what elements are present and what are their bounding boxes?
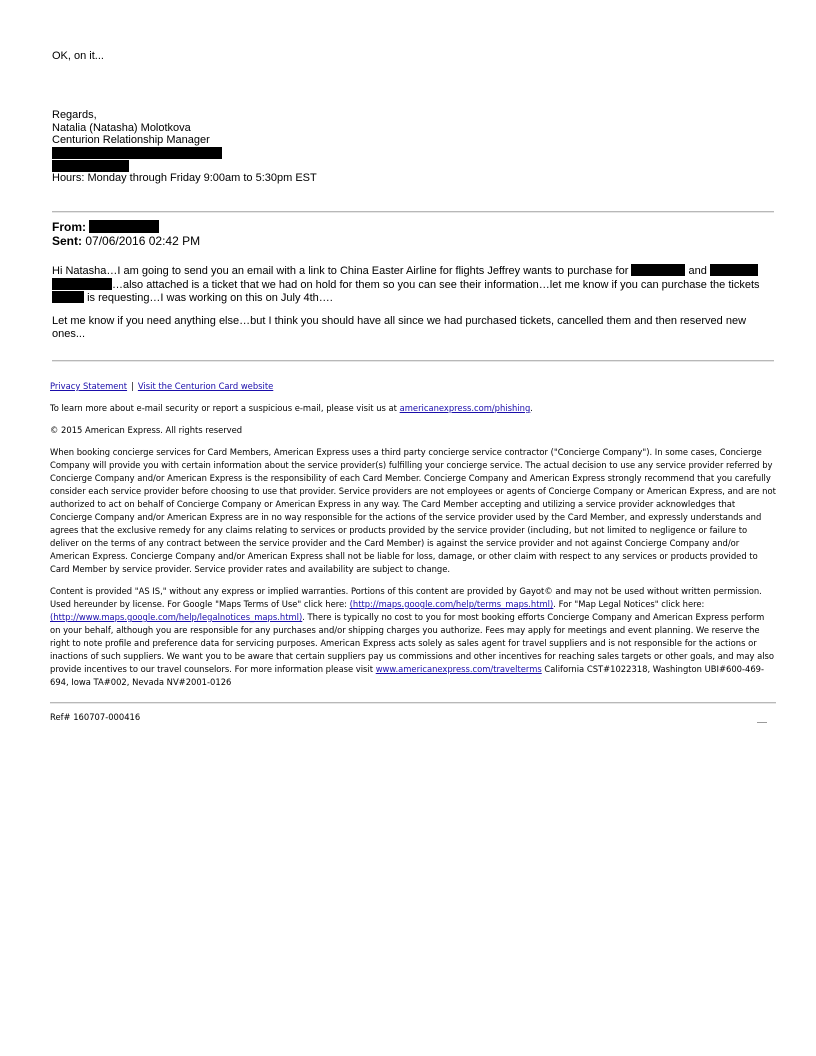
body-text-1b: …also attached is a ticket that we had on hold for them so you can see their information…let me know if you can purchase the tickets bbox=[112, 278, 760, 291]
page-mark bbox=[757, 722, 767, 723]
sender-name: Natalia (Natasha) Molotkova bbox=[52, 121, 191, 134]
regards-line: Regards, bbox=[52, 109, 97, 121]
from-label: From: bbox=[52, 220, 86, 234]
security-notice: To learn more about e-mail security or report a suspicious e-mail, please visit us at americanexpress.com/phishing. bbox=[50, 403, 533, 413]
concierge-disclaimer: When booking concierge services for Card Members, American Express uses a third party concierge service contractor ("Concierge Company"). In some cases, Concierge Company will provide you with certain information about the service provider(s) fulfilling your concierge service. The actual decision to use any service provider referred by Concierge Company and/or American Express is the responsibility of each Card Member. Concierge Company and American Express strongly recommend that you carefully consider each service provider before choosing to use that provider. Service providers are not employees or agents of Concierge Company or American Express, and are not authorized to act on behalf of Concierge Company or American Express in any way. The Card Member accepting and utilizing a service provider acknowledges that Concierge Company and/or American Express are in no way responsible for the actions of the service provider used by the Card Member, and expressly understands and agrees that the exclusive remedy for any claims relating to services or products provided by the service provider (including, but not limited to negligence or failure to deliver on the terms of any contract between the service provider and the Card Member) is against the service provider and not against Concierge Company and/or American Express. Concierge Company and/or American Express shall not be liable for loss, damage, or other claim with respect to any services or products provided to Card Member by service provider. Service provider rates and availability are subject to change. bbox=[50, 447, 776, 574]
maps-terms-link[interactable]: (http://maps.google.com/help/terms_maps.html) bbox=[349, 599, 554, 609]
body-text-and: and bbox=[688, 265, 707, 277]
original-header bbox=[52, 220, 774, 248]
centurion-website-link[interactable]: Visit the Centurion Card website bbox=[137, 381, 274, 391]
redacted-name-2 bbox=[710, 264, 758, 276]
divider-top bbox=[52, 211, 774, 213]
content-text-c: . There is typically no cost to you for most booking efforts Concierge Company and American Express perform on your behalf, although you are responsible for any purchases and/or shipping charges you authorize. Fees may apply for meetings and event planning. We reserve the right to note profile and preference data for servicing purposes. American Express acts solely as sales agent for travel suppliers and is not responsible for the actions or inactions of such suppliers. We want you to be aware that certain suppliers pay us commissions and other incentives for reaching sales targets or other goals, and may also provide incentives to our travel counselors. For more information please visit bbox=[50, 612, 775, 674]
redacted-name-1 bbox=[631, 264, 685, 276]
divider-bottom bbox=[50, 702, 776, 704]
content-text-b: . For "Map Legal Notices" click here: bbox=[553, 599, 705, 609]
redacted-sender bbox=[89, 220, 159, 233]
link-separator: | bbox=[131, 381, 134, 391]
reference-number: Ref# 160707-000416 bbox=[50, 712, 141, 722]
maps-legal-link[interactable]: (http://www.maps.google.com/help/legalnotices_maps.html) bbox=[50, 612, 303, 622]
body-text-1a: Hi Natasha…I am going to send you an email with a link to China Easter Airline for flights Jeffrey wants to purchase for bbox=[52, 265, 629, 277]
content-text-d: California CST#1022318, Washington UBI#600-469-694, Iowa TA#002, Nevada NV#2001-0126 bbox=[50, 664, 765, 687]
privacy-statement-link[interactable]: Privacy Statement bbox=[50, 381, 128, 391]
content-text-a: Content is provided "AS IS," without any express or implied warranties. Portions of this content are provided by Gayot© and may not be used without written permission. Used hereunder by license. For Google "Maps Terms of Use" click here: bbox=[50, 586, 762, 609]
sent-label: Sent: bbox=[52, 234, 82, 248]
redacted-name-3 bbox=[52, 278, 112, 290]
original-paragraph-2: Let me know if you need anything else…but I think you should have all since we had purchased tickets, cancelled them and then reserved new ones... bbox=[52, 315, 747, 340]
divider-middle bbox=[52, 360, 774, 362]
travelterms-link[interactable]: www.americanexpress.com/travelterms bbox=[375, 664, 542, 674]
original-paragraph-1 bbox=[52, 264, 774, 305]
phishing-link[interactable]: americanexpress.com/phishing bbox=[399, 403, 531, 413]
footer-links bbox=[50, 380, 776, 393]
body-text-1c: is requesting…I was working on this on July 4th…. bbox=[87, 292, 333, 305]
redacted-email bbox=[52, 147, 222, 159]
redacted-phone bbox=[52, 160, 129, 172]
footer bbox=[50, 380, 776, 696]
signature-block bbox=[52, 109, 774, 184]
security-text: To learn more about e-mail security or report a suspicious e-mail, please visit us at bbox=[50, 403, 397, 413]
office-hours: Hours: Monday through Friday 9:00am to 5:30pm EST bbox=[52, 171, 317, 184]
content-disclaimer bbox=[50, 585, 776, 689]
reply-text: OK, on it... bbox=[52, 50, 104, 62]
sent-date: 07/06/2016 02:42 PM bbox=[85, 234, 201, 248]
copyright: © 2015 American Express. All rights reserved bbox=[50, 425, 243, 435]
sender-title: Centurion Relationship Manager bbox=[52, 134, 210, 147]
redacted-name-4 bbox=[52, 291, 84, 303]
